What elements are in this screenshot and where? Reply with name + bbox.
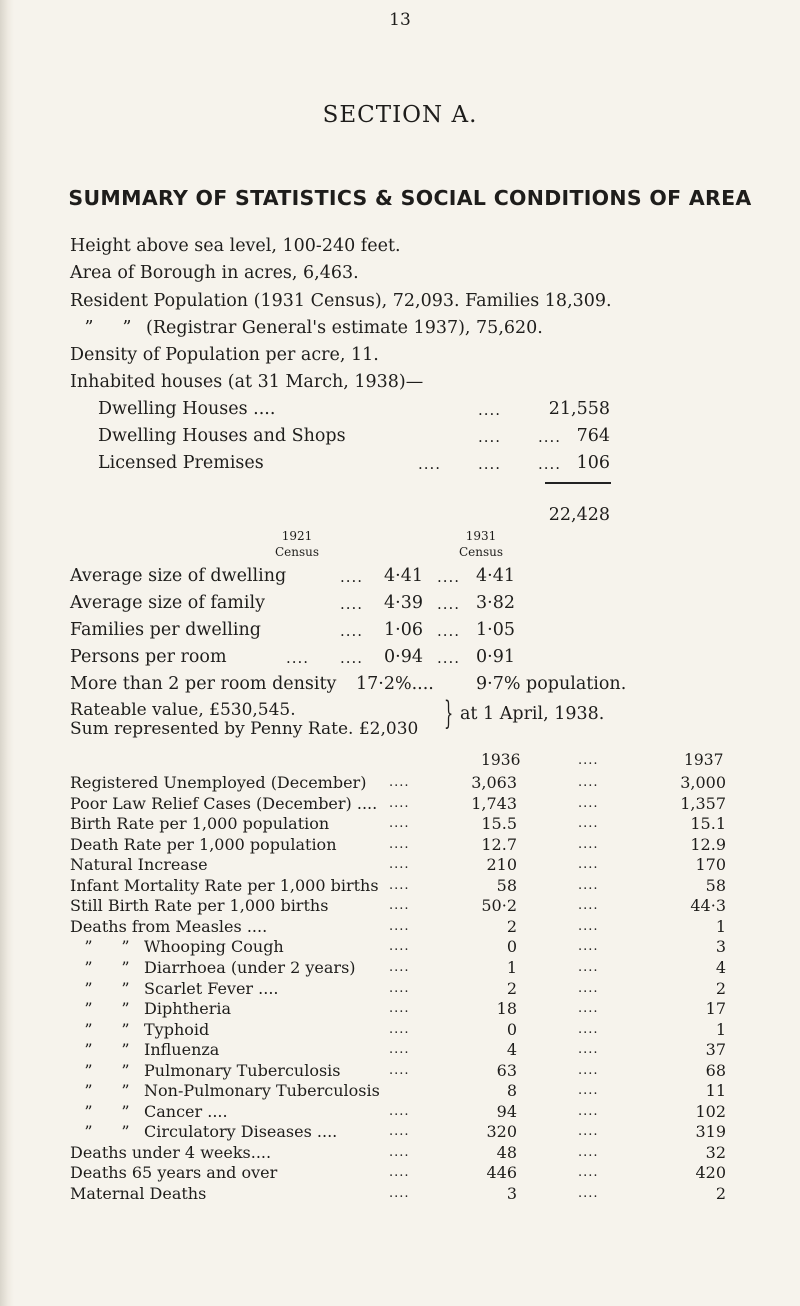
table-row-label: Death Rate per 1,000 population: [70, 835, 337, 854]
table-row-label: [70, 1061, 341, 1080]
table-row-label-text: Cancer ....: [144, 1102, 228, 1121]
leader-dots: ....: [389, 939, 410, 954]
leader-dots: ....: [389, 857, 410, 872]
leader-dots: ....: [437, 649, 461, 667]
leader-dots: ....: [437, 595, 461, 613]
value-1936: 2: [506, 979, 517, 998]
census-1931-value: 1·05: [476, 620, 515, 640]
value-1936: 210: [486, 855, 517, 874]
ditto-mark: ”: [84, 999, 93, 1018]
census-header-1931: [446, 528, 516, 560]
table-row-label-text: Whooping Cough: [144, 937, 284, 956]
ditto-mark: ”: [84, 958, 93, 977]
leader-dots: ....: [578, 837, 599, 852]
ditto-mark: ”: [84, 1040, 93, 1059]
leader-dots: ....: [437, 568, 461, 586]
table-row-label: [70, 937, 284, 956]
table-row-label: [70, 1020, 209, 1039]
leader-dots: ....: [578, 1083, 599, 1098]
table-row-label: Registered Unemployed (December): [70, 773, 367, 792]
fact-inhabited-houses: Inhabited houses (at 31 March, 1938)—: [70, 372, 424, 392]
ditto-mark: ”: [84, 937, 93, 956]
leader-dots: ....: [578, 1022, 599, 1037]
ditto-mark: ”: [84, 1122, 93, 1141]
leader-dots: ....: [340, 568, 364, 586]
value-1936: 3,063: [471, 773, 517, 792]
table-row-label: Maternal Deaths: [70, 1184, 207, 1203]
census-1921-value: 0·94: [384, 647, 423, 667]
leader-dots: ....: [389, 1063, 410, 1078]
value-1937: 11: [705, 1081, 726, 1100]
value-1936: 48: [496, 1143, 517, 1162]
leader-dots: ....: [418, 455, 442, 473]
value-1937: 3: [715, 937, 726, 956]
table-row-label: Birth Rate per 1,000 population: [70, 814, 330, 833]
leader-dots: ....: [389, 1001, 410, 1016]
fact-height: Height above sea level, 100-240 feet.: [70, 236, 401, 256]
value-1937: 58: [705, 876, 726, 895]
leader-dots: ....: [389, 919, 410, 934]
census-1931-value: 0·91: [476, 647, 515, 667]
value-1937: 12.9: [690, 835, 726, 854]
census-label: Average size of family: [70, 593, 265, 613]
penny-rate: Sum represented by Penny Rate. £2,030: [70, 719, 419, 739]
table-row-label-text: Typhoid: [144, 1020, 210, 1039]
leader-dots: ....: [578, 775, 599, 790]
leader-dots: ....: [578, 1165, 599, 1180]
houses-value-licensed: 106: [576, 453, 610, 473]
value-1937: 17: [705, 999, 726, 1018]
census-1921-value: 17·2%....: [356, 674, 434, 694]
census-label: Average size of dwelling: [70, 566, 287, 586]
value-1937: 15.1: [690, 814, 726, 833]
census-year-1931: 1931: [465, 529, 497, 543]
ditto-mark: ”: [121, 1061, 130, 1080]
census-1921-value: 4·41: [384, 566, 423, 586]
table-row-label: Poor Law Relief Cases (December) ....: [70, 794, 378, 813]
value-1937: 170: [695, 855, 726, 874]
leader-dots: ....: [389, 1145, 410, 1160]
leader-dots: ....: [578, 1186, 599, 1201]
census-label: More than 2 per room density: [70, 674, 337, 694]
table-row-label: [70, 1122, 337, 1141]
leader-dots: ....: [389, 898, 410, 913]
leader-dots: ....: [578, 1042, 599, 1057]
leader-dots: ....: [389, 1186, 410, 1201]
table-row-label: [70, 979, 279, 998]
ditto-mark: ”: [84, 1061, 93, 1080]
ditto-mark: ”: [84, 1081, 93, 1100]
value-1937: 4: [715, 958, 726, 977]
ditto-mark: ”: [121, 979, 130, 998]
leader-dots: ....: [389, 1104, 410, 1119]
leader-dots: ....: [437, 622, 461, 640]
ditto-mark: ”: [121, 1081, 130, 1100]
houses-value-dwelling: 21,558: [548, 399, 610, 419]
leader-dots: ....: [578, 919, 599, 934]
value-1936: 446: [486, 1163, 517, 1182]
value-1937: 1: [715, 1020, 726, 1039]
ditto-mark: ”: [121, 937, 130, 956]
value-1937: 420: [695, 1163, 726, 1182]
value-1936: 50·2: [481, 896, 517, 915]
leader-dots: ....: [389, 1022, 410, 1037]
census-label: Families per dwelling: [70, 620, 261, 640]
leader-dots: ....: [538, 455, 562, 473]
census-header-1921: [262, 528, 332, 560]
table-row-label: Still Birth Rate per 1,000 births: [70, 896, 329, 915]
value-1937: 102: [695, 1102, 726, 1121]
table-row-label: [70, 1102, 228, 1121]
leader-dots: ....: [578, 1124, 599, 1139]
leader-dots: ....: [389, 1042, 410, 1057]
fact-population: Resident Population (1931 Census), 72,093. Families 18,309.: [70, 291, 612, 311]
table-row-label: Deaths 65 years and over: [70, 1163, 278, 1182]
houses-label-dwelling: Dwelling Houses ....: [98, 399, 276, 419]
table-row-label-text: Diarrhoea (under 2 years): [144, 958, 356, 977]
leader-dots: ....: [478, 455, 502, 473]
leader-dots: ....: [389, 1165, 410, 1180]
census-1931-value: 4·41: [476, 566, 515, 586]
value-1936: 15.5: [481, 814, 517, 833]
rate-date: at 1 April, 1938.: [460, 704, 605, 724]
leader-dots: ....: [286, 649, 310, 667]
value-1936: 4: [506, 1040, 517, 1059]
year-header-1937: 1937: [684, 751, 724, 769]
table-row-label-text: Circulatory Diseases ....: [144, 1122, 338, 1141]
census-label: Persons per room: [70, 647, 227, 667]
main-heading: SUMMARY OF STATISTICS & SOCIAL CONDITIONS OF AREA: [68, 186, 752, 210]
table-row-label: [70, 999, 231, 1018]
leader-dots: ....: [578, 898, 599, 913]
census-1921-value: 1·06: [384, 620, 423, 640]
leader-dots: ....: [389, 796, 410, 811]
fact-area: Area of Borough in acres, 6,463.: [70, 263, 359, 283]
ditto-mark: ”: [84, 1102, 93, 1121]
leader-dots: ....: [578, 1063, 599, 1078]
fact-estimate: [70, 318, 543, 338]
value-1936: 320: [486, 1122, 517, 1141]
leader-dots: ....: [478, 428, 502, 446]
table-row-label-text: Diphtheria: [144, 999, 231, 1018]
table-row-label: [70, 1040, 219, 1059]
value-1937: 32: [705, 1143, 726, 1162]
leader-dots: ....: [389, 960, 410, 975]
value-1937: 1: [715, 917, 726, 936]
value-1936: 8: [506, 1081, 517, 1100]
leader-dots: ....: [340, 649, 364, 667]
table-row-label: [70, 958, 356, 977]
ditto-mark: ”: [121, 1102, 130, 1121]
ditto-mark: ”: [121, 1122, 130, 1141]
leader-dots: ....: [578, 857, 599, 872]
brace: }: [444, 694, 454, 732]
value-1936: 2: [506, 917, 517, 936]
value-1936: 63: [496, 1061, 517, 1080]
leader-dots: ....: [538, 428, 562, 446]
leader-dots: ....: [340, 622, 364, 640]
ditto-mark: ”: [84, 979, 93, 998]
value-1936: 18: [496, 999, 517, 1018]
ditto-mark: ”: [84, 1020, 93, 1039]
total-rule: [545, 482, 611, 484]
value-1937: 37: [705, 1040, 726, 1059]
value-1937: 44·3: [690, 896, 726, 915]
value-1936: 1: [506, 958, 517, 977]
table-row-label: Deaths under 4 weeks....: [70, 1143, 272, 1162]
houses-label-shops: Dwelling Houses and Shops: [98, 426, 346, 446]
leader-dots: ....: [578, 1001, 599, 1016]
value-1936: 0: [506, 1020, 517, 1039]
ditto-mark: ”: [121, 1020, 130, 1039]
ditto-mark: ”: [121, 999, 130, 1018]
fact-density: Density of Population per acre, 11.: [70, 345, 379, 365]
leader-dots: ....: [389, 1124, 410, 1139]
leader-dots: ....: [578, 796, 599, 811]
leader-dots: ....: [389, 981, 410, 996]
leader-dots: ....: [478, 401, 502, 419]
leader-dots: ....: [578, 939, 599, 954]
leader-dots: ....: [578, 1145, 599, 1160]
value-1936: 3: [506, 1184, 517, 1203]
value-1937: 3,000: [680, 773, 726, 792]
value-1937: 68: [705, 1061, 726, 1080]
census-1931-value: 3·82: [476, 593, 515, 613]
houses-total: 22,428: [548, 505, 610, 525]
table-row-label-text: Non-Pulmonary Tuberculosis: [144, 1081, 380, 1100]
census-sub-1931: Census: [458, 545, 504, 559]
table-row-label: Natural Increase: [70, 855, 208, 874]
ditto-mark: ”: [121, 958, 130, 977]
leader-dots: ....: [389, 878, 410, 893]
leader-dots: ....: [389, 837, 410, 852]
value-1937: 2: [715, 979, 726, 998]
table-row-label: [70, 1081, 380, 1100]
table-row-label: Deaths from Measles ....: [70, 917, 268, 936]
value-1936: 1,743: [471, 794, 517, 813]
rateable-value: Rateable value, £530,545.: [70, 700, 296, 720]
census-1921-value: 4·39: [384, 593, 423, 613]
value-1937: 2: [715, 1184, 726, 1203]
value-1936: 58: [496, 876, 517, 895]
leader-dots: ....: [578, 878, 599, 893]
value-1937: 1,357: [680, 794, 726, 813]
value-1936: 94: [496, 1102, 517, 1121]
section-title: SECTION A.: [322, 102, 478, 128]
page-edge-shadow: [0, 0, 14, 1306]
census-1931-value: 9·7% population.: [476, 674, 627, 694]
leader-dots: ....: [578, 816, 599, 831]
ditto-mark: ”: [84, 318, 94, 338]
census-sub-1921: Census: [274, 545, 320, 559]
census-year-1921: 1921: [281, 529, 313, 543]
value-1937: 319: [695, 1122, 726, 1141]
table-row-label-text: Scarlet Fever ....: [144, 979, 279, 998]
value-1936: 12.7: [481, 835, 517, 854]
leader-dots: ....: [578, 960, 599, 975]
ditto-mark: ”: [122, 318, 132, 338]
leader-dots: ....: [578, 753, 599, 768]
leader-dots: ....: [578, 1104, 599, 1119]
leader-dots: ....: [578, 981, 599, 996]
table-row-label: Infant Mortality Rate per 1,000 births: [70, 876, 379, 895]
table-row-label-text: Influenza: [144, 1040, 220, 1059]
houses-value-shops: 764: [576, 426, 610, 446]
page-number: 13: [389, 10, 411, 30]
value-1936: 0: [506, 937, 517, 956]
year-header-1936: 1936: [481, 751, 521, 769]
leader-dots: ....: [389, 816, 410, 831]
leader-dots: ....: [389, 775, 410, 790]
table-row-label-text: Pulmonary Tuberculosis: [144, 1061, 341, 1080]
houses-label-licensed: Licensed Premises: [98, 453, 264, 473]
ditto-mark: ”: [121, 1040, 130, 1059]
leader-dots: ....: [340, 595, 364, 613]
fact-estimate-text: (Registrar General's estimate 1937), 75,620.: [146, 318, 543, 338]
